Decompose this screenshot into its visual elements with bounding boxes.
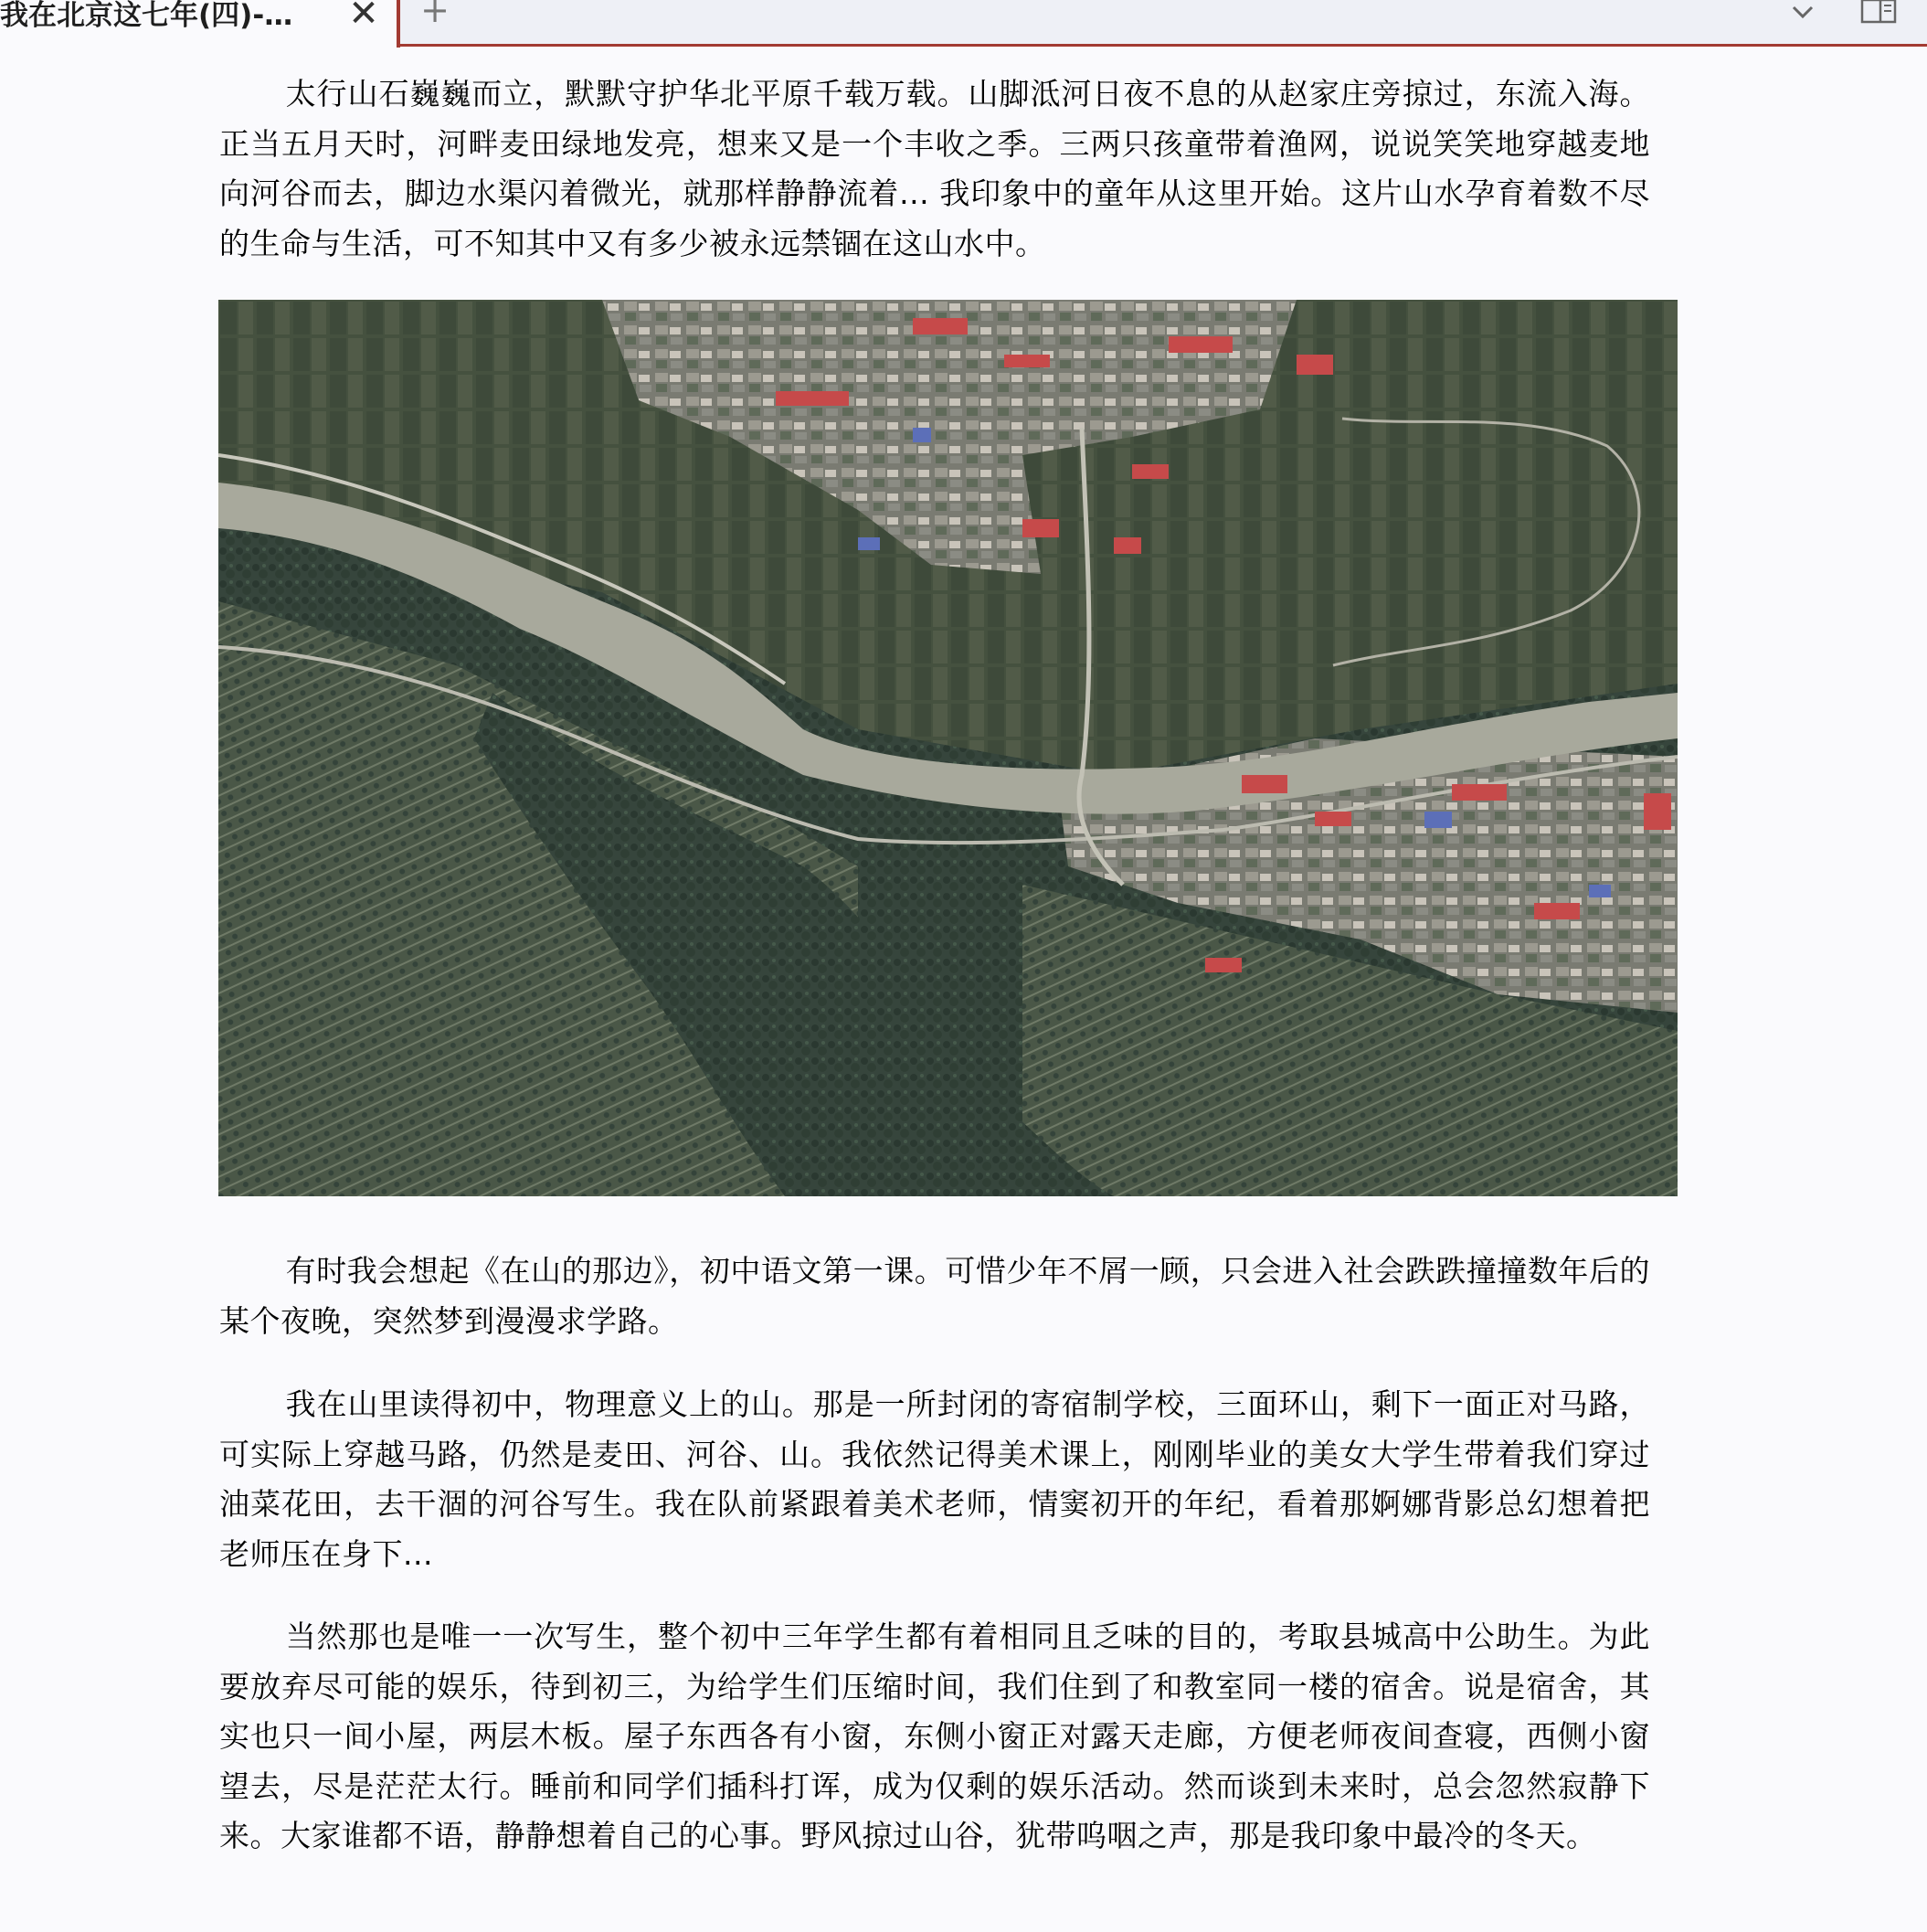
- article-paragraph: 当然那也是唯一一次写生，整个初中三年学生都有着相同且乏味的目的，考取县城高中公助生。为此要放弃尽可能的娱乐，待到初三，为给学生们压缩时间，我们住到了和教室同一楼的宿舍。说是宿舍，其实也只一间小屋，两层木板。屋子东西各有小窗，东侧小窗正对露天走廊，方便老师夜间查寝，西侧小窗望去，尽是茫茫太行。睡前和同学们插科打诨，成为仅剩的娱乐活动。然而谈到未来时，总会忽然寂静下来。大家谁都不语，静静想着自己的心事。野风掠过山谷，犹带呜咽之声，那是我印象中最冷的冬天。: [219, 1619, 1650, 1853]
- article-paragraph-2-block: [219, 1247, 1650, 1347]
- new-tab-icon[interactable]: +: [420, 0, 450, 30]
- chevron-down-icon[interactable]: [1785, 2, 1820, 24]
- close-icon[interactable]: ✕: [348, 0, 379, 35]
- article-paragraph-1-block: [219, 69, 1650, 271]
- satellite-image: [218, 300, 1678, 1196]
- satellite-image-drawing: [218, 300, 1678, 1196]
- article-paragraph-3-block: [219, 1380, 1650, 1581]
- article-paragraph: 我在山里读得初中，物理意义上的山。那是一所封闭的寄宿制学校，三面环山，剩下一面正对马路，可实际上穿越马路，仍然是麦田、河谷、山。我依然记得美术课上，刚刚毕业的美女大学生带着我们穿过油菜花田，去干涸的河谷写生。我在队前紧跟着美术老师，情窦初开的年纪，看着那婀娜背影总幻想着把老师压在身下...: [219, 1386, 1650, 1572]
- tab-strip: [400, 0, 1927, 47]
- article-paragraph: 有时我会想起《在山的那边》，初中语文第一课。可惜少年不屑一顾，只会进入社会跌跌撞撞数年后的某个夜晚，突然梦到漫漫求学路。: [219, 1253, 1650, 1339]
- tab-bar: [0, 0, 1927, 48]
- tab-title[interactable]: 我在北京这七年(四)-…: [0, 0, 293, 31]
- tab-active[interactable]: [0, 0, 398, 48]
- article-paragraph-4-block: [219, 1612, 1650, 1912]
- sidebar-panel-icon[interactable]: [1860, 0, 1897, 24]
- article-paragraph: 太行山石巍巍而立，默默守护华北平原千载万载。山脚泜河日夜不息的从赵家庄旁掠过，东流入海。正当五月天时，河畔麦田绿地发亮，想来又是一个丰收之季。三两只孩童带着渔网，说说笑笑地穿越麦地向河谷而去，脚边水渠闪着微光，就那样静静流着... 我印象中的童年从这里开始。这片山水孕育着数不尽的生命与生活，可不知其中又有多少被永远禁锢在这山水中。: [219, 76, 1650, 261]
